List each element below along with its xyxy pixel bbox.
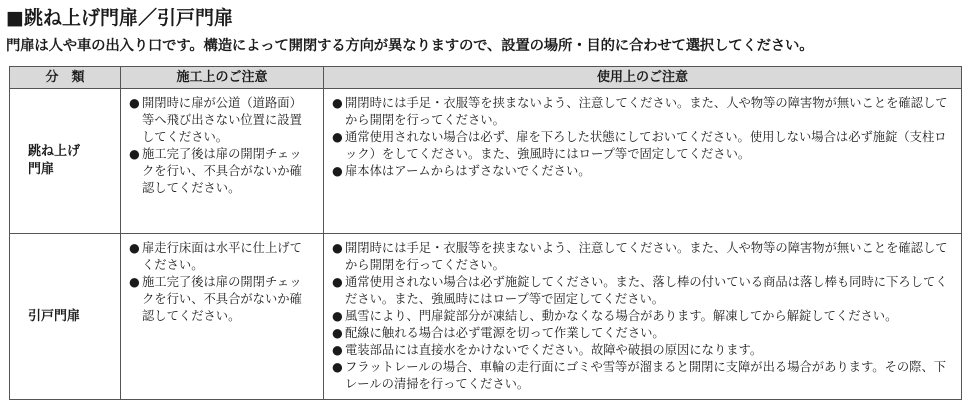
bullet-icon: ● — [129, 275, 140, 289]
category-cell — [10, 234, 121, 400]
bullet-icon: ● — [129, 241, 140, 255]
construction-list — [121, 89, 323, 203]
header-usage: 使用上のご注意 — [324, 67, 962, 89]
list-item: ● 電装部品には直接水をかけないでください。故障や破損の原因になります。 — [332, 343, 763, 357]
construction-list — [121, 234, 323, 331]
caution-table — [9, 66, 962, 400]
list-item: ● 開閉時には手足・衣服等を挟まないよう、注意してください。また、人や物等の障害物が無いことを確認してから開閉を行ってください。 — [332, 241, 948, 272]
table-row — [10, 234, 962, 400]
bullet-icon: ● — [332, 360, 343, 374]
list-item: ● 風雪により、門扉錠部分が凍結し、動かなくなる場合があります。解凍してから解錠してください。 — [332, 309, 898, 323]
page-title: ■跳ね上げ門扉／引戸門扉 — [6, 7, 233, 29]
list-item: ● 配線に触れる場合は必ず電源を切って作業してください。 — [332, 326, 665, 340]
header-row — [10, 67, 962, 89]
list-item: ● 施工完了後は扉の開閉チェックを行い、不具合がないか確認してください。 — [129, 147, 302, 195]
usage-cell — [324, 234, 962, 400]
bullet-icon: ● — [332, 241, 343, 255]
table-row — [10, 89, 962, 234]
header-category: 分 類 — [10, 67, 121, 89]
bullet-icon: ● — [332, 326, 343, 340]
construction-cell — [121, 89, 324, 234]
list-item: ● 通常使用されない場合は必ず施錠してください。また、落し棒の付いている商品は落し棒も同時に下ろしてください。また、強風時にはロープ等で固定してください。 — [332, 275, 948, 306]
usage-cell — [324, 89, 962, 234]
list-item: ● 開閉時に扉が公道（道路面）等へ飛び出さない位置に設置してください。 — [129, 96, 302, 144]
list-item: ● 施工完了後は扉の開閉チェックを行い、不具合がないか確認してください。 — [129, 275, 302, 323]
usage-list — [324, 234, 961, 399]
bullet-icon: ● — [332, 343, 343, 357]
header-construction: 施工上のご注意 — [121, 67, 324, 89]
bullet-icon: ● — [332, 309, 343, 323]
category-label: 引戸門扉 — [28, 308, 81, 324]
category-cell — [10, 89, 121, 234]
list-item: ● 開閉時には手足・衣服等を挟まないよう、注意してください。また、人や物等の障害物が無いことを確認してから開閉を行ってください。 — [332, 96, 948, 127]
list-item: ● 通常使用されない場合は必ず、扉を下ろした状態にしておいてください。使用しない場合は必ず施錠（支柱ロック）をしてください。また、強風時にはロープ等で固定してください。 — [332, 130, 947, 161]
construction-cell — [121, 234, 324, 400]
bullet-icon: ● — [332, 164, 343, 178]
bullet-icon: ● — [332, 275, 343, 289]
page-subtitle: 門扉は人や車の出入り口です。構造によって開閉する方向が異なりますので、設置の場所・目的に合わせて選択してください。 — [6, 38, 814, 54]
bullet-icon: ● — [129, 96, 140, 110]
list-item: ● 扉走行床面は水平に仕上げてください。 — [129, 241, 302, 272]
bullet-icon: ● — [129, 147, 140, 161]
category-label: 跳ね上げ門扉 — [28, 144, 81, 177]
bullet-icon: ● — [332, 130, 343, 144]
list-item: ● 扉本体はアームからはずさないでください。 — [332, 164, 591, 178]
usage-list — [324, 89, 961, 186]
bullet-icon: ● — [332, 96, 343, 110]
list-item: ● フラットレールの場合、車輪の走行面にゴミや雪等が溜まると開閉に支障が出る場合があります。その際、下レールの清掃を行ってください。 — [332, 360, 947, 391]
